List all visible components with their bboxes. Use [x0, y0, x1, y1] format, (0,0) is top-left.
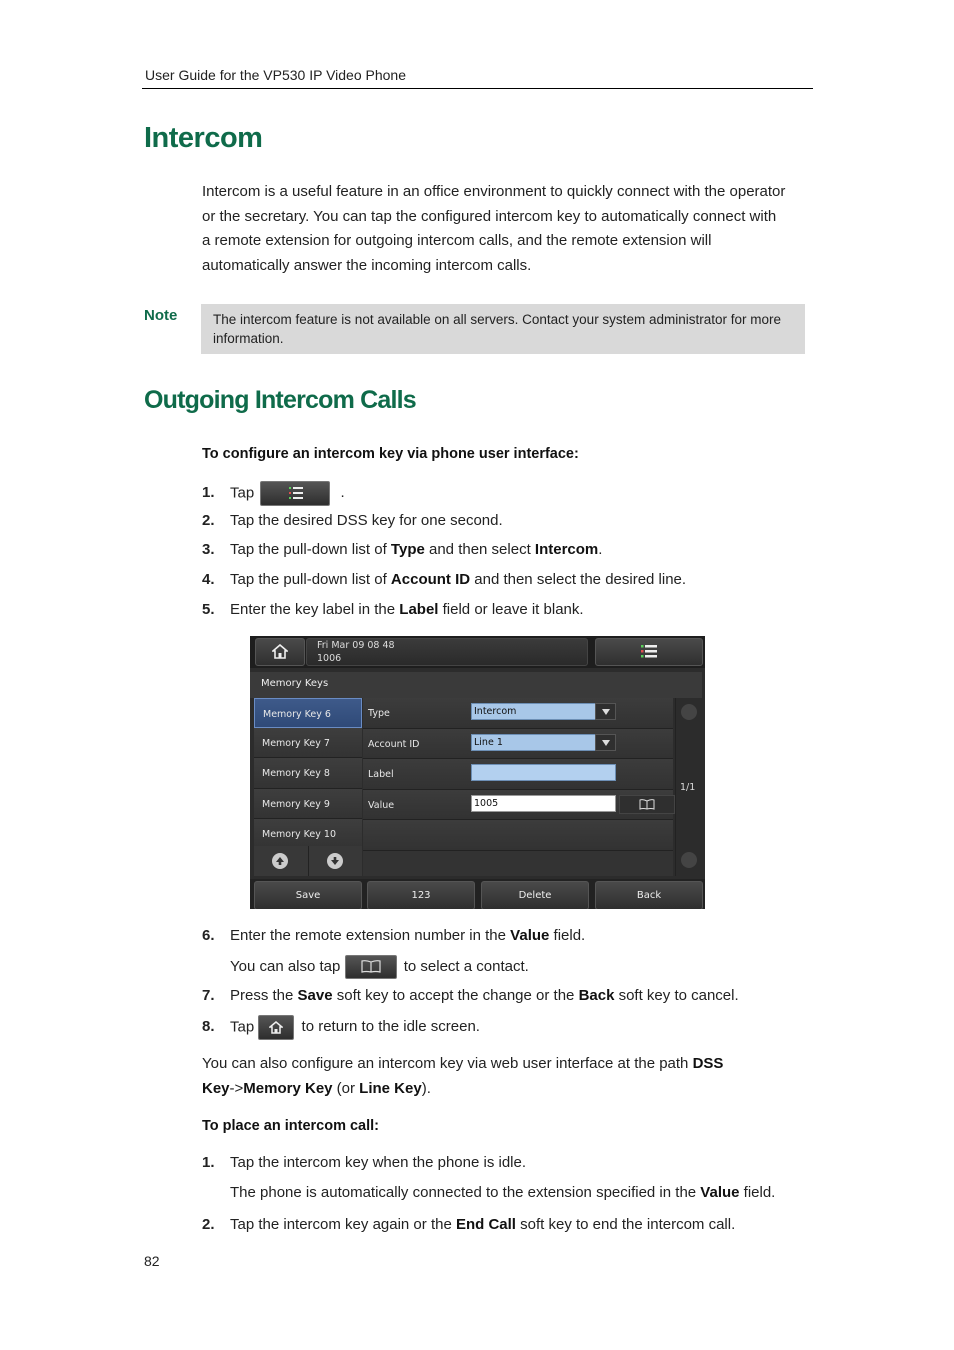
step-text: field or leave it blank.: [438, 601, 584, 618]
body-text: ).: [421, 1080, 431, 1097]
note-text: field.: [739, 1184, 776, 1201]
intro-line: a remote extension for outgoing intercom calls, and the remote extension will: [202, 232, 712, 250]
step-number: 3.: [202, 541, 215, 558]
dropdown-value: Intercom: [474, 706, 517, 717]
menu-list-icon: [289, 487, 303, 499]
step-text: Tap: [230, 484, 255, 502]
scrollbar[interactable]: [675, 698, 703, 876]
intro-line: automatically answer the incoming intercom calls.: [202, 256, 532, 274]
note-text: to select a contact.: [403, 957, 529, 975]
chevron-down-icon[interactable]: [595, 734, 616, 751]
step-number: 4.: [202, 571, 215, 588]
step-number: 7.: [202, 987, 215, 1004]
home-button-image: [258, 1015, 294, 1040]
field-label: Value: [368, 799, 395, 811]
intro-line: or the secretary. You can tap the configured intercom key to automatically connect with: [202, 207, 777, 225]
menu-list-icon: [641, 645, 657, 658]
step-text: to return to the idle screen.: [301, 1018, 480, 1036]
step-text: Enter the key label in the: [230, 601, 400, 618]
call-step-1-note: [230, 1184, 775, 1201]
memory-key-list: [254, 698, 362, 850]
step-number: 8.: [202, 1018, 215, 1036]
key-settings-panel: [363, 698, 673, 876]
book-icon: [639, 799, 655, 810]
keyword: Save: [297, 987, 333, 1004]
procedure-title: To place an intercom call:: [202, 1118, 380, 1134]
step-number: 1.: [202, 1154, 215, 1171]
panel-title-bar: [250, 672, 702, 698]
step-1: [202, 481, 345, 506]
softkey-label: Delete: [518, 890, 552, 901]
note-text: You can also tap: [230, 957, 341, 975]
scroll-down-icon[interactable]: [681, 852, 697, 868]
input-value: 1005: [474, 797, 499, 809]
memory-key-item[interactable]: [254, 728, 362, 759]
keyword: Account ID: [390, 571, 471, 588]
step-text: soft key to accept the change or the: [332, 987, 579, 1004]
call-step-1: [202, 1154, 526, 1171]
memory-key-label: Memory Key 9: [262, 798, 330, 810]
body-text: ->: [229, 1080, 244, 1097]
dropdown-value: Line 1: [474, 736, 503, 748]
account-id-row: [363, 729, 673, 760]
step-text: and then select the desired line.: [470, 571, 687, 588]
directory-button[interactable]: [619, 795, 675, 814]
softkey-label: 123: [411, 890, 431, 901]
step-text: soft key to cancel.: [614, 987, 739, 1004]
phone-screenshot: [250, 636, 705, 909]
note-box: The intercom feature is not available on all servers. Contact your system administrator for more information.: [201, 304, 805, 354]
step-text: and then select: [424, 541, 535, 558]
keyword: Intercom: [534, 541, 599, 558]
arrow-down-icon: [330, 856, 340, 866]
step-text: Press the: [230, 987, 298, 1004]
softkey-bar: [250, 879, 705, 909]
step-6: [202, 927, 585, 944]
page-indicator: 1/1: [680, 782, 696, 793]
web-config-line-2: [202, 1080, 431, 1097]
keyword: Line Key: [359, 1080, 422, 1097]
extension-number: 1006: [317, 653, 342, 664]
status-bar: [250, 636, 705, 668]
home-icon: [272, 644, 288, 659]
step-text: Enter the remote extension number in the: [230, 927, 511, 944]
step-number: 1.: [202, 484, 215, 502]
list-navigation: [254, 846, 362, 876]
step-text: Tap the pull-down list of: [230, 571, 391, 588]
type-row: [363, 698, 673, 729]
memory-key-label: Memory Key 7: [262, 737, 330, 749]
step-text: field.: [549, 927, 586, 944]
keyword: Value: [700, 1184, 740, 1201]
label-input[interactable]: [471, 764, 616, 781]
step-number: 2.: [202, 512, 215, 529]
home-button[interactable]: [255, 638, 305, 666]
input-mode-softkey[interactable]: [367, 881, 475, 909]
memory-key-label: Memory Key 8: [262, 768, 330, 779]
delete-softkey[interactable]: [481, 881, 589, 909]
running-header: User Guide for the VP530 IP Video Phone: [145, 67, 406, 83]
scroll-down-button[interactable]: [327, 853, 343, 869]
keyword: Label: [399, 601, 439, 618]
header-rule: [142, 88, 813, 89]
memory-key-item[interactable]: [254, 758, 362, 789]
step-text: soft key to end the intercom call.: [515, 1216, 736, 1233]
back-softkey[interactable]: [595, 881, 703, 909]
value-row: [363, 790, 673, 821]
softkey-label: Save: [295, 890, 321, 901]
keyword: Memory Key: [243, 1080, 333, 1097]
step-2: [202, 512, 503, 529]
keyword: DSS: [692, 1055, 724, 1072]
label-row: [363, 759, 673, 790]
page-number: 82: [144, 1253, 160, 1269]
step-4: [202, 571, 686, 588]
field-label: Label: [368, 769, 394, 780]
keyword: Type: [390, 541, 425, 558]
chevron-down-icon[interactable]: [595, 703, 616, 720]
web-config-line-1: [202, 1055, 723, 1072]
section-title: Intercom: [144, 122, 263, 154]
step-text: .: [340, 484, 345, 502]
step-8: [202, 1015, 480, 1040]
step-3: [202, 541, 602, 558]
keyword: Value: [510, 927, 550, 944]
memory-key-label: Memory Key 6: [263, 709, 331, 720]
step-number: 6.: [202, 927, 215, 944]
note-text: The phone is automatically connected to the extension specified in the: [230, 1184, 701, 1201]
keyword: Back: [578, 987, 615, 1004]
scroll-up-icon[interactable]: [681, 704, 697, 720]
keyword: End Call: [455, 1216, 516, 1233]
arrow-up-icon: [275, 856, 285, 866]
panel-title: Memory Keys: [261, 678, 329, 689]
softkey-label: Back: [636, 890, 662, 901]
scroll-up-button[interactable]: [272, 853, 288, 869]
intro-paragraph: [202, 180, 814, 278]
step-text: Tap the pull-down list of: [230, 541, 391, 558]
field-label: Account ID: [368, 738, 420, 750]
menu-button[interactable]: [595, 638, 703, 666]
step-6-note: [230, 955, 529, 979]
directory-button-image: [345, 955, 397, 979]
note-label: Note: [144, 307, 178, 324]
date-time: Fri Mar 09 08 48: [317, 640, 395, 651]
step-text: .: [598, 541, 603, 558]
field-label: Type: [368, 708, 390, 719]
step-text: Tap the desired DSS key for one second.: [230, 512, 503, 529]
body-text: (or: [332, 1080, 360, 1097]
step-number: 2.: [202, 1216, 215, 1233]
divider: [308, 846, 309, 876]
memory-key-item[interactable]: [254, 819, 362, 850]
intro-line: Intercom is a useful feature in an office environment to quickly connect with the operator: [202, 183, 786, 200]
memory-key-label: Memory Key 10: [262, 829, 336, 840]
step-text: Tap: [230, 1018, 255, 1036]
empty-row: [363, 820, 673, 851]
date-display: [306, 638, 588, 666]
memory-key-item[interactable]: [254, 789, 362, 820]
body-text: You can also configure an intercom key via web user interface at the path: [202, 1055, 693, 1072]
memory-key-item[interactable]: [254, 698, 362, 728]
menu-button-image: [260, 481, 330, 506]
save-softkey[interactable]: [254, 881, 362, 909]
call-step-2: [202, 1216, 735, 1233]
step-5: [202, 601, 584, 618]
keyword: Key: [202, 1080, 230, 1097]
subsection-title: Outgoing Intercom Calls: [144, 386, 416, 414]
step-number: 5.: [202, 601, 215, 618]
procedure-title: To configure an intercom key via phone user interface:: [202, 446, 579, 462]
book-icon: [361, 960, 381, 973]
value-input[interactable]: [471, 795, 616, 812]
step-7: [202, 987, 739, 1004]
step-text: Tap the intercom key when the phone is idle.: [230, 1154, 527, 1171]
home-icon: [269, 1021, 283, 1034]
step-text: Tap the intercom key again or the: [230, 1216, 456, 1233]
